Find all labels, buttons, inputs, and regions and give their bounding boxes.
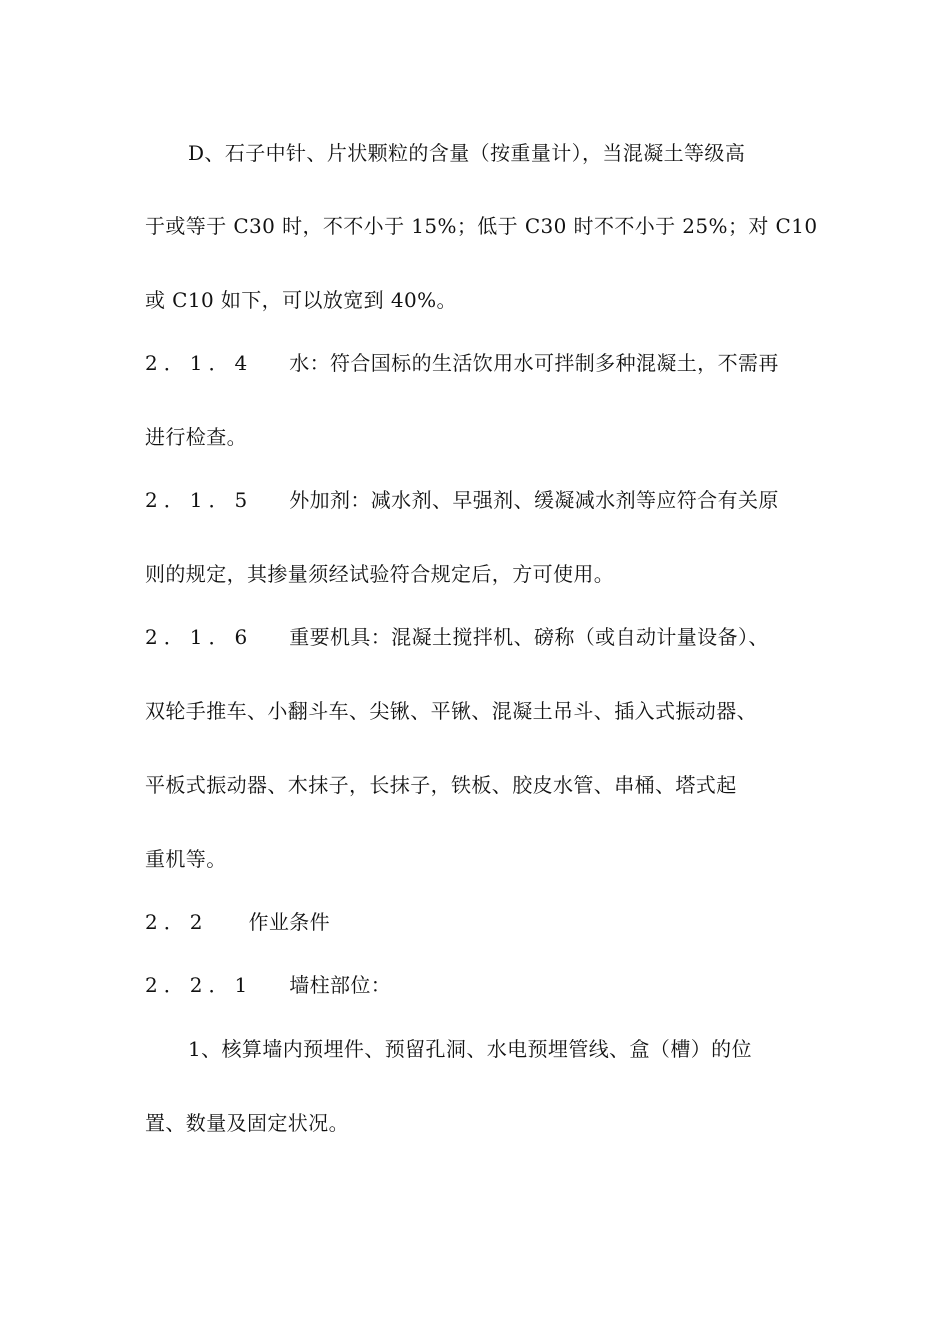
section-heading-2-1-6	[145, 624, 815, 650]
section-heading-2-2	[145, 909, 815, 935]
section-text: 水：符合国标的生活饮用水可拌制多种混凝土，不需再	[289, 351, 779, 375]
section-heading-2-2-1	[145, 972, 815, 998]
paragraph-line: 于或等于 C30 时，不不小于 15%；低于 C30 时不不小于 25%；对 C10	[145, 214, 818, 238]
paragraph-line: 1、核算墙内预埋件、预留孔洞、水电预埋管线、盒（槽）的位	[188, 1037, 752, 1061]
paragraph-line: 重机等。	[145, 847, 227, 871]
section-number: 2．1．6	[145, 625, 254, 649]
paragraph-line: 进行检查。	[145, 425, 247, 449]
section-number: 2．2．1	[145, 973, 254, 997]
paragraph-line: 双轮手推车、小翻斗车、尖锹、平锹、混凝土吊斗、插入式振动器、	[145, 699, 757, 723]
section-number: 2．2	[145, 910, 209, 934]
section-number: 2．1．5	[145, 488, 254, 512]
paragraph-line: 平板式振动器、木抹子，长抹子，铁板、胶皮水管、串桶、塔式起	[145, 773, 737, 797]
section-text: 重要机具：混凝土搅拌机、磅称（或自动计量设备）、	[289, 625, 769, 649]
section-text: 作业条件	[248, 910, 331, 934]
paragraph-line: 置、数量及固定状况。	[145, 1111, 349, 1135]
paragraph-line: D、石子中针、片状颗粒的含量（按重量计），当混凝土等级高	[188, 141, 746, 165]
paragraph-line: 则的规定，其掺量须经试验符合规定后，方可使用。	[145, 562, 615, 586]
section-number: 2．1．4	[145, 351, 254, 375]
section-text: 外加剂：减水剂、早强剂、缓凝减水剂等应符合有关原	[289, 488, 779, 512]
paragraph-line: 或 C10 如下，可以放宽到 40%。	[145, 288, 457, 312]
section-heading-2-1-5	[145, 487, 815, 513]
section-heading-2-1-4	[145, 350, 815, 376]
section-text: 墙柱部位：	[289, 973, 392, 997]
